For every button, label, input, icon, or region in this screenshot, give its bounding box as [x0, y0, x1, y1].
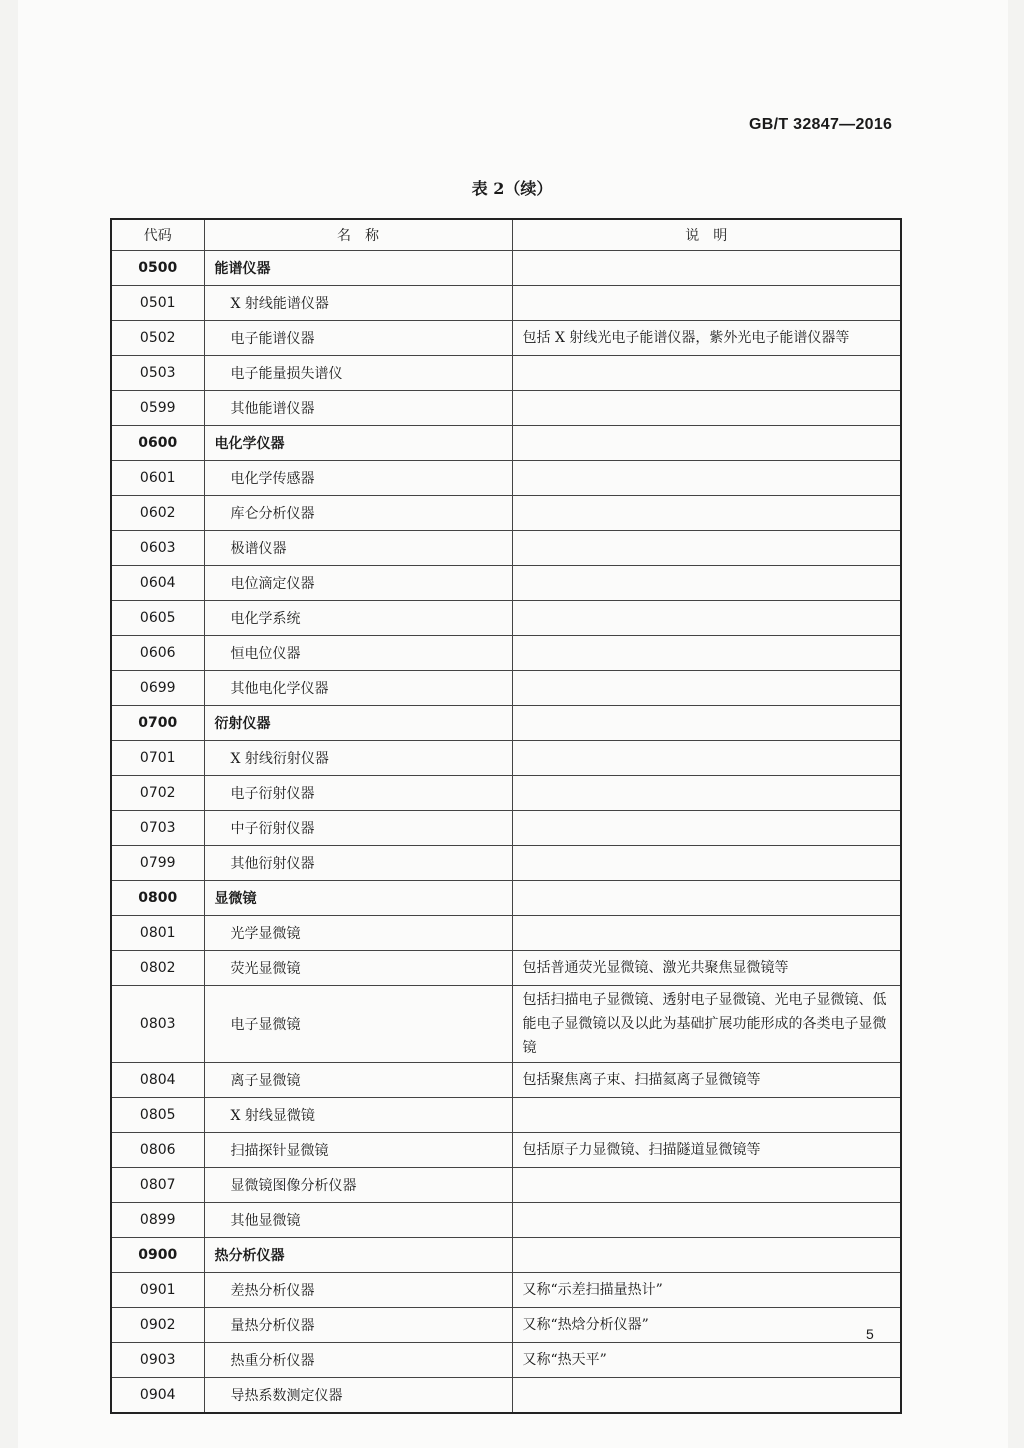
cell-name: 其他电化学仪器 [204, 671, 512, 706]
table-row [111, 636, 901, 671]
cell-name: 中子衍射仪器 [204, 811, 512, 846]
cell-name: 衍射仪器 [204, 706, 512, 741]
cell-name: 差热分析仪器 [204, 1273, 512, 1308]
cell-code: 0703 [111, 811, 204, 846]
table-row [111, 671, 901, 706]
table-row [111, 1273, 901, 1308]
cell-name: 电子能量损失谱仪 [204, 356, 512, 391]
cell-name: 荧光显微镜 [204, 951, 512, 986]
cell-description [512, 251, 901, 286]
table-row [111, 1308, 901, 1343]
column-header-description: 说 明 [512, 219, 901, 251]
cell-name: 显微镜 [204, 881, 512, 916]
cell-code: 0700 [111, 706, 204, 741]
cell-description [512, 811, 901, 846]
cell-description [512, 1203, 901, 1238]
cell-description [512, 1238, 901, 1273]
cell-description [512, 916, 901, 951]
table-row [111, 1168, 901, 1203]
cell-code: 0800 [111, 881, 204, 916]
cell-code: 0903 [111, 1343, 204, 1378]
cell-description: 又称“热焓分析仪器” [512, 1308, 901, 1343]
table-row [111, 356, 901, 391]
table-row [111, 286, 901, 321]
cell-description [512, 356, 901, 391]
table-row [111, 1343, 901, 1378]
table-row [111, 916, 901, 951]
page-number: 5 [866, 1326, 874, 1342]
cell-code: 0503 [111, 356, 204, 391]
cell-code: 0806 [111, 1133, 204, 1168]
cell-description: 包括扫描电子显微镜、透射电子显微镜、光电子显微镜、低能电子显微镜以及以此为基础扩展功能形成的各类电子显微镜 [512, 986, 901, 1063]
cell-name: 电子能谱仪器 [204, 321, 512, 356]
cell-code: 0604 [111, 566, 204, 601]
table-row-category [111, 251, 901, 286]
table-row [111, 461, 901, 496]
cell-name: 导热系数测定仪器 [204, 1378, 512, 1414]
cell-code: 0500 [111, 251, 204, 286]
cell-description [512, 1168, 901, 1203]
cell-description: 包括聚焦离子束、扫描氦离子显微镜等 [512, 1063, 901, 1098]
cell-code: 0900 [111, 1238, 204, 1273]
table-row [111, 776, 901, 811]
standard-number: GB/T 32847—2016 [749, 116, 893, 133]
table-row-category [111, 426, 901, 461]
cell-code: 0599 [111, 391, 204, 426]
cell-code: 0699 [111, 671, 204, 706]
cell-name: 电位滴定仪器 [204, 566, 512, 601]
cell-description [512, 461, 901, 496]
table-row [111, 531, 901, 566]
column-header-name: 名 称 [204, 219, 512, 251]
cell-code: 0805 [111, 1098, 204, 1133]
column-header-code: 代码 [111, 219, 204, 251]
table-row-category [111, 706, 901, 741]
cell-name: X 射线衍射仪器 [204, 741, 512, 776]
cell-name: 能谱仪器 [204, 251, 512, 286]
cell-description [512, 881, 901, 916]
cell-name: 电子显微镜 [204, 986, 512, 1063]
cell-code: 0801 [111, 916, 204, 951]
cell-description [512, 1098, 901, 1133]
cell-name: 电化学传感器 [204, 461, 512, 496]
instrument-classification-table [110, 218, 902, 1414]
cell-description [512, 636, 901, 671]
cell-description [512, 1378, 901, 1414]
table-row [111, 951, 901, 986]
cell-name: 恒电位仪器 [204, 636, 512, 671]
cell-description [512, 741, 901, 776]
cell-name: 量热分析仪器 [204, 1308, 512, 1343]
cell-description [512, 846, 901, 881]
table-row [111, 601, 901, 636]
cell-description [512, 391, 901, 426]
cell-code: 0702 [111, 776, 204, 811]
cell-name: X 射线显微镜 [204, 1098, 512, 1133]
cell-description [512, 776, 901, 811]
table-row [111, 1133, 901, 1168]
cell-code: 0606 [111, 636, 204, 671]
cell-name: 热分析仪器 [204, 1238, 512, 1273]
cell-description: 包括 X 射线光电子能谱仪器，紫外光电子能谱仪器等 [512, 321, 901, 356]
cell-name: 其他衍射仪器 [204, 846, 512, 881]
cell-name: 光学显微镜 [204, 916, 512, 951]
cell-name: 电子衍射仪器 [204, 776, 512, 811]
cell-name: 热重分析仪器 [204, 1343, 512, 1378]
table-row [111, 1378, 901, 1414]
cell-code: 0807 [111, 1168, 204, 1203]
cell-code: 0501 [111, 286, 204, 321]
cell-description [512, 286, 901, 321]
table-row [111, 1098, 901, 1133]
table-header-row [111, 219, 901, 251]
cell-code: 0899 [111, 1203, 204, 1238]
cell-code: 0502 [111, 321, 204, 356]
cell-description: 包括原子力显微镜、扫描隧道显微镜等 [512, 1133, 901, 1168]
table-row [111, 846, 901, 881]
cell-code: 0605 [111, 601, 204, 636]
cell-name: 离子显微镜 [204, 1063, 512, 1098]
cell-name: 其他显微镜 [204, 1203, 512, 1238]
cell-code: 0701 [111, 741, 204, 776]
cell-description: 又称“示差扫描量热计” [512, 1273, 901, 1308]
table-row [111, 321, 901, 356]
cell-description: 包括普通荧光显微镜、激光共聚焦显微镜等 [512, 951, 901, 986]
cell-code: 0601 [111, 461, 204, 496]
table-row [111, 566, 901, 601]
table-row [111, 986, 901, 1063]
table-row [111, 741, 901, 776]
cell-code: 0902 [111, 1308, 204, 1343]
cell-code: 0602 [111, 496, 204, 531]
cell-name: 显微镜图像分析仪器 [204, 1168, 512, 1203]
table-row [111, 1063, 901, 1098]
cell-description [512, 706, 901, 741]
table-row-category [111, 1238, 901, 1273]
cell-code: 0901 [111, 1273, 204, 1308]
cell-description: 又称“热天平” [512, 1343, 901, 1378]
cell-description [512, 601, 901, 636]
cell-code: 0600 [111, 426, 204, 461]
cell-code: 0803 [111, 986, 204, 1063]
cell-description [512, 671, 901, 706]
cell-name: 其他能谱仪器 [204, 391, 512, 426]
cell-code: 0603 [111, 531, 204, 566]
cell-name: 电化学仪器 [204, 426, 512, 461]
cell-name: X 射线能谱仪器 [204, 286, 512, 321]
table-row [111, 811, 901, 846]
cell-name: 库仑分析仪器 [204, 496, 512, 531]
cell-code: 0802 [111, 951, 204, 986]
table-row-category [111, 881, 901, 916]
table-row [111, 391, 901, 426]
cell-code: 0904 [111, 1378, 204, 1414]
cell-name: 扫描探针显微镜 [204, 1133, 512, 1168]
table-row [111, 1203, 901, 1238]
cell-code: 0804 [111, 1063, 204, 1098]
cell-name: 极谱仪器 [204, 531, 512, 566]
table-title: 表 2（续） [471, 179, 553, 198]
cell-description [512, 426, 901, 461]
table-row [111, 496, 901, 531]
cell-description [512, 531, 901, 566]
cell-code: 0799 [111, 846, 204, 881]
cell-name: 电化学系统 [204, 601, 512, 636]
cell-description [512, 566, 901, 601]
cell-description [512, 496, 901, 531]
